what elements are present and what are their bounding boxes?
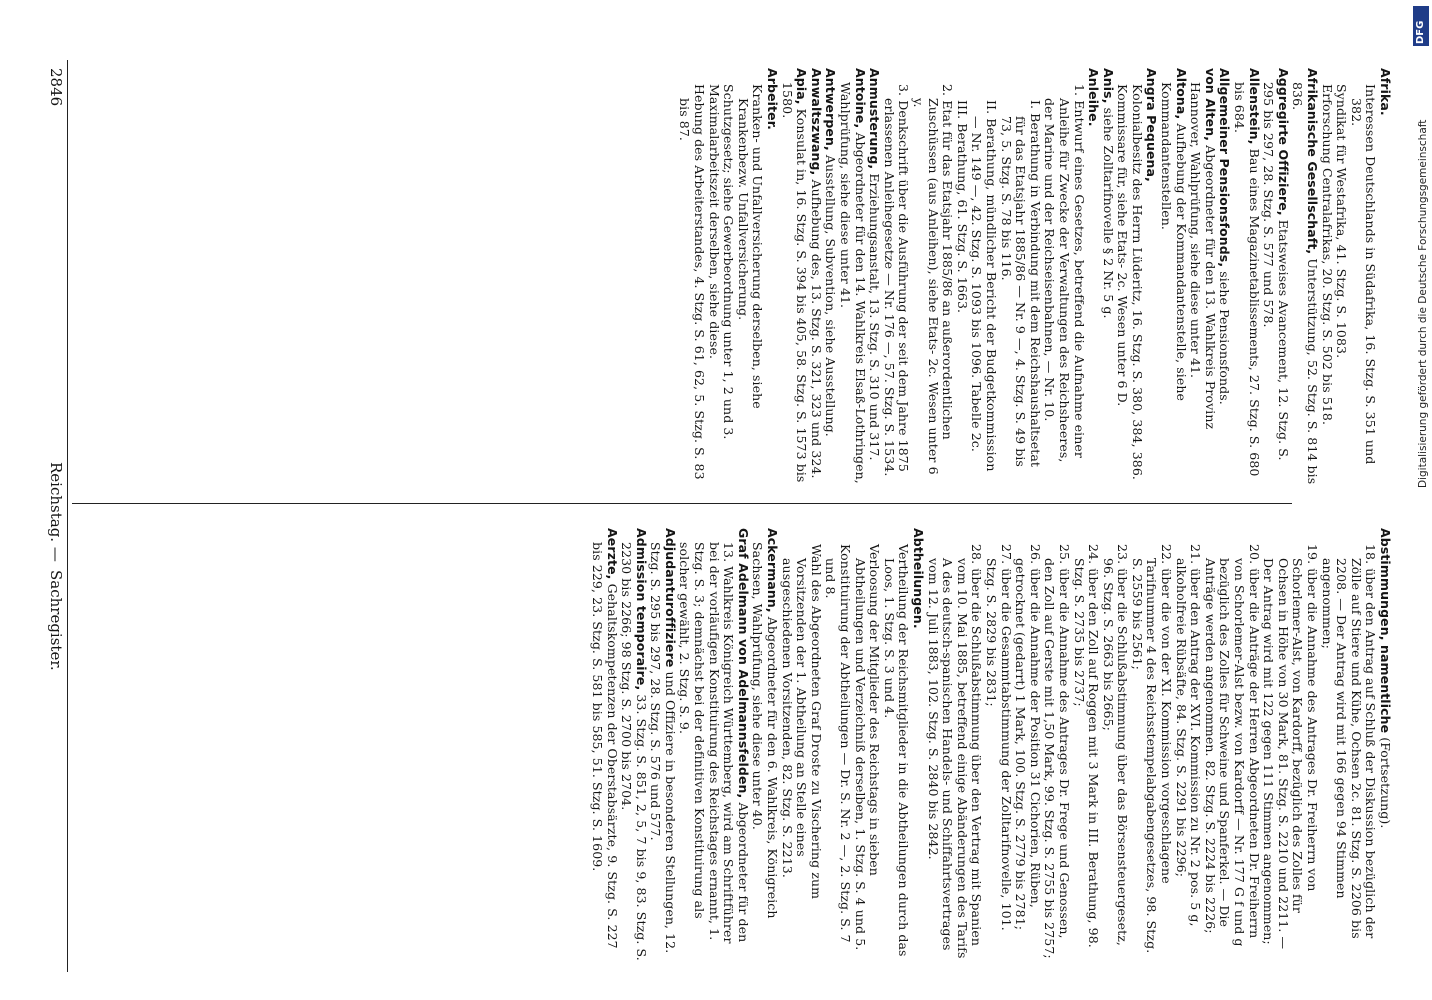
index-subentry: Schutzgesetz; siehe Gewerbeordnung unter 1, 2 und 3. [721,84,737,440]
index-keyword: Allgemeiner Pensionsfonds, [1217,68,1233,268]
index-entry [867,68,882,488]
index-subentry: 25. über die Annahme des Antrages Dr. Frege und Genossen, den Zoll auf Gerste mit 1,50 Mark, 99. Stzg. S. 2755 bis 2757; [1042,544,1072,959]
index-keyword: von Alten, [1202,68,1218,142]
index-subentry: Hebung des Arbeiterstandes, 4. Stzg. S. 61, 62, 5. Stzg. S. 83 bis 87. [677,84,708,480]
index-keyword: Graf Adelmann von Adelmannsfelden, [735,528,751,799]
index-subentry-nested: I. Berathung in Verbindung mit dem Reichshaushaltsetat für das Etatsjahr 1885/86 — Nr. 9 —, 4. Stzg. S. 49 bis 73, 5. Stzg. S. 78 bis 116. [998,100,1043,467]
index-reference: Abgeordneter für den 6. Wahlkreis, Königreich Sachsen, Wahlprüfung, siehe diese unter 40. [750,542,781,919]
index-keyword: Ackermann, [765,528,781,613]
index-entry [619,528,648,964]
index-reference: Aufhebung der Kommandantenstelle, siehe Kommandantenstellen. [1159,82,1189,402]
index-entry [1217,68,1232,488]
page-number: 2846 [47,68,65,107]
index-subentry: 19. über die Annahme des Antrages Dr. Freiherrn von Schorlemer-Alst, von Kardorff, bezüglich des Zolles für Ochsen in Höhe von 30 Mark, 81. Stzg. S. 2210 und 2211. — Der Antrag wird mit 122 gegen 111 Stimmen angenommen; [1261,544,1321,950]
index-entry [1231,68,1260,488]
index-subentry: 21. über den Antrag der XVI. Kommission zu Nr. 2 pos. 5 g, alkoholfreie Rübsäfte, 84. Stzg. S. 2291 bis 2296; [1173,544,1204,927]
index-entry [1188,68,1217,488]
index-subentry: 18. über den Antrag auf Schluß der Diskussion bezüglich der Zölle auf Stiere und Kühe, Ochsen 2c. 81. Stzg. S. 2206 bis 2208. — Der Antrag wird mit 166 gegen 94 Stimmen angenommen; [1319,544,1379,939]
index-reference: Abgeordneter für den 13. Wahlkreis Provinz Hannover, Wahlprüfung, siehe diese unter 41. [1188,82,1218,430]
dfg-logo: DFG [1413,6,1429,46]
index-entry [1377,528,1392,964]
index-reference: siehe Zolltarifnovelle § 2 Nr. 5 g. [1100,103,1116,319]
index-reference: Gehaltskompetenzen der Oberstabsärzte, 9. Stzg. S. 227 bis 229, 23. Stzg. S. 581 bis 585, 51. Stzg. S. 1609. [589,542,620,949]
index-entry [823,68,838,488]
index-reference: Bau eines Magazinetablissements, 27. Stzg. S. 680 bis 684. [1232,82,1262,477]
running-head-right: Sachregister. [47,570,65,671]
index-reference: 33. Stzg. S. 851, 2, 5, 7 bis 9, 83. Stzg. S. 2230 bis 2266; 98 Stzg. S. 2700 bis 2704. [619,542,649,961]
index-subentry: 3. Denkschrift über die Ausführung der seit dem Jahre 1875 erlassenen Anleihegesetze — Nr. 176 —, 57. Stzg. S. 1534. [881,84,912,477]
index-reference: (Fortsetzung). [1378,733,1393,829]
index-keyword: Abtheilungen. [911,528,926,629]
index-keyword: Admission temporaire, [633,528,649,691]
index-entry [1290,68,1319,488]
index-entry [764,68,779,488]
index-keyword: Abstimmungen, namentliche [1378,528,1393,734]
index-column-right [677,68,1392,488]
index-subentry: 24. über den Zoll auf Roggen mit 3 Mark in III. Berathung, 98. Stzg. S. 2735 bis 2737; [1071,544,1102,948]
index-reference: Unterstützung, 52. Stzg. S. 814 bis 836. [1290,82,1321,485]
index-entry [1377,68,1392,488]
index-reference: Abgeordneter für den 14. Wahlkreis Elsaß-Lothringen, Wahlprüfung, siehe diese unter 41. [838,82,868,484]
index-entry [1100,68,1115,488]
index-keyword: Adjudanturoffiziere [662,528,678,668]
index-reference: Abgeordneter für den 13. Wahlkreis Königreich Württemberg, wird am Schriftführer bei der vorläufigen Konstituirung des Reichstages ernannt, 1. Stzg. S. 3; demnächst bei der definitiven Konstituirung als solcher gewählt, 2. Stzg. S. 9. [677,542,751,944]
index-keyword: Antoine, [852,68,868,129]
index-entry [677,528,750,964]
index-reference: Konsulat in, 16. Stzg. S. 394 bis 405, 58. Stzg. S. 1573 bis 1580. [779,82,810,483]
index-keyword: Allenstein, [1246,68,1262,145]
index-subentry: Verloosung der Mitglieder des Reichstags in sieben Abtheilungen und Verzeichniß derselben, 1. Stzg. S. 4 und 5. [852,544,883,951]
column-divider [72,503,1292,504]
index-entry [1261,68,1290,488]
index-reference: und Offiziere in besonderen Stellungen, 12. Stzg. S. 295 bis 297, 28. Stzg. S. 576 und 577. [648,542,678,954]
index-keyword: Apia, [794,68,810,105]
index-subentry: 22. über die von der XI. Kommission vorgeschlagene Tarifnummer 4 des Reichsstempelabgabengesetzes, 98. Stzg. S. 2559 bis 2561; [1129,544,1175,954]
digitization-note: Digitalisierung gefördert durch die Deutsche Forschungsgemeinschaft [1417,119,1429,488]
index-keyword: Altona, [1173,68,1189,120]
index-entry [910,528,925,964]
index-subentry: Maximalarbeitszeit derselben, siehe diese. [706,84,722,360]
index-keyword: Aerzte, [604,528,620,580]
index-subentry: 1. Entwurf eines Gesetzes, betreffend die Aufnahme einer Anleihe für Zwecke der Verwaltungen des Reichsheeres, der Marine und der Reichseisenbahnen, — Nr. 10. [1042,84,1087,463]
index-subentry: Erforschung Centralafrikas, 20. Stzg. S. 502 bis 518. [1319,84,1335,426]
index-reference: Aufhebung des, 13. Stzg. S. 321, 323 und 324. [808,175,824,479]
index-entry [779,68,808,488]
index-subentry: Interessen Deutschlands in Südafrika, 16. Stzg. S. 351 und 382. [1348,84,1379,465]
index-subentry: 28. über die Schlußabstimmung über den Vertrag mit Spanien vom 10. Mai 1885, betreffend einige Abänderungen des Tarifs A des deutsch-spanischen Handels- und Schiffahrtsvertrages vom 12. Juli 1883, 102. Stzg. S. 2840 bis 2842. [925,544,985,959]
index-subentry: Konstituirung der Abtheilungen — Dr. S. Nr. 2 —, 2. Stzg. S. 7 und 8. [823,544,854,943]
index-keyword: Anwaltszwang, [808,68,824,176]
index-entry [808,68,823,488]
index-keyword: Arbeiter. [765,68,781,131]
index-subentry: Vertheilung der Reichsmitglieder in die Abtheilungen durch das Loos, 1. Stzg. S. 3 und 4. [881,544,912,957]
index-subentry: Wahl des Abgeordneten Graf Droste zu Vischering zum Vorsitzenden der 1. Abtheilung an Stelle eines ausgeschiedenen Vorsitzenden, 82. Stzg. S. 2213. [779,544,824,900]
index-column-left [589,528,1392,964]
index-reference: Erziehungsanstalt, 13. Stzg. S. 310 und 317. [867,169,883,461]
index-keyword: Anleihe. [1086,68,1102,127]
index-subentry: 2. Etat für das Etatsjahr 1885/86 an außerordentlichen Zuschüssen (aus Anleihen), siehe Etats- 2c. Wesen unter 6 y. [911,84,956,475]
index-keyword: Afrikanische Gesellschaft, [1305,68,1321,255]
index-entry [1086,68,1101,488]
index-keyword: Antwerpen, [823,68,839,151]
index-subentry: 26. über die Annahme der Position 31 Cichorien, Rüben, getrocknet (gedarrt) 1 Mark, 100. Stzg. S. 2779 bis 2781; [1013,544,1043,931]
index-subentry-nested: II. Berathung, mündlicher Bericht der Budgetkommission — Nr. 149 —, 42. Stzg. S. 1093 bis 1096. Tabelle 2c. [969,100,999,472]
index-entry [750,528,779,964]
running-head-left: Reichstag. — [47,462,65,562]
index-subentry: 20. über die Anträge der Herren Abgeordneten Dr. Freiherrn von Schorlemer-Alst bezw. von Kardorff — Nr. 177 G f und g bezüglich des Zolles für Schweine und Spanferkel. — Die Anträge werden angenommen. 82. Stzg. S. 2224 bis 2226; [1202,544,1262,947]
header-rule [67,60,68,972]
index-subentry-nested: III. Berathung, 61. Stzg. S. 1663. [954,100,970,314]
index-subentry: Kolonialbesitz des Herrn Lüderitz, 16. Stzg. S. 380, 384, 386. [1129,84,1145,480]
index-reference: Ausstellung, Subvention, siehe Ausstellung. [823,150,839,437]
index-subentry: 23. über die Schlußabstimmung über das Börsensteuergesetz, 96. Stzg. S. 2663 bis 2665; [1100,544,1131,946]
index-subentry: Kranken- und Unfallversicherung derselben, siehe Krankenbezw. Unfallversicherung. [735,84,766,409]
index-subentry: Syndikat für Westafrika, 41. Stzg. S. 1083. [1334,84,1350,359]
index-entry [648,528,677,964]
index-entry [589,528,618,964]
index-subentry: Kommissare für, siehe Etats- 2c. Wesen unter 6 D. [1115,84,1131,407]
index-keyword: Anis, [1100,68,1116,104]
index-keyword: Anmusterung, [867,68,883,170]
index-entry [1159,68,1188,488]
index-reference: siehe Pensionsfonds. [1217,267,1233,405]
index-subentry: 27. über die Gesammtabstimmung der Zolltarifnovelle, 101. Stzg. S. 2829 bis 2831; [983,544,1014,931]
index-keyword: Angra Pequena, [1144,68,1160,182]
index-entry [837,68,866,488]
index-keyword: Afrika. [1378,68,1393,116]
index-reference: Etatsweises Avancement, 12. Stzg. S. 295 bis 297, 28. Stzg. S. 577 und 578. [1261,82,1291,461]
index-keyword: Aggregirte Offiziere, [1275,68,1291,216]
index-entry [1144,68,1159,488]
